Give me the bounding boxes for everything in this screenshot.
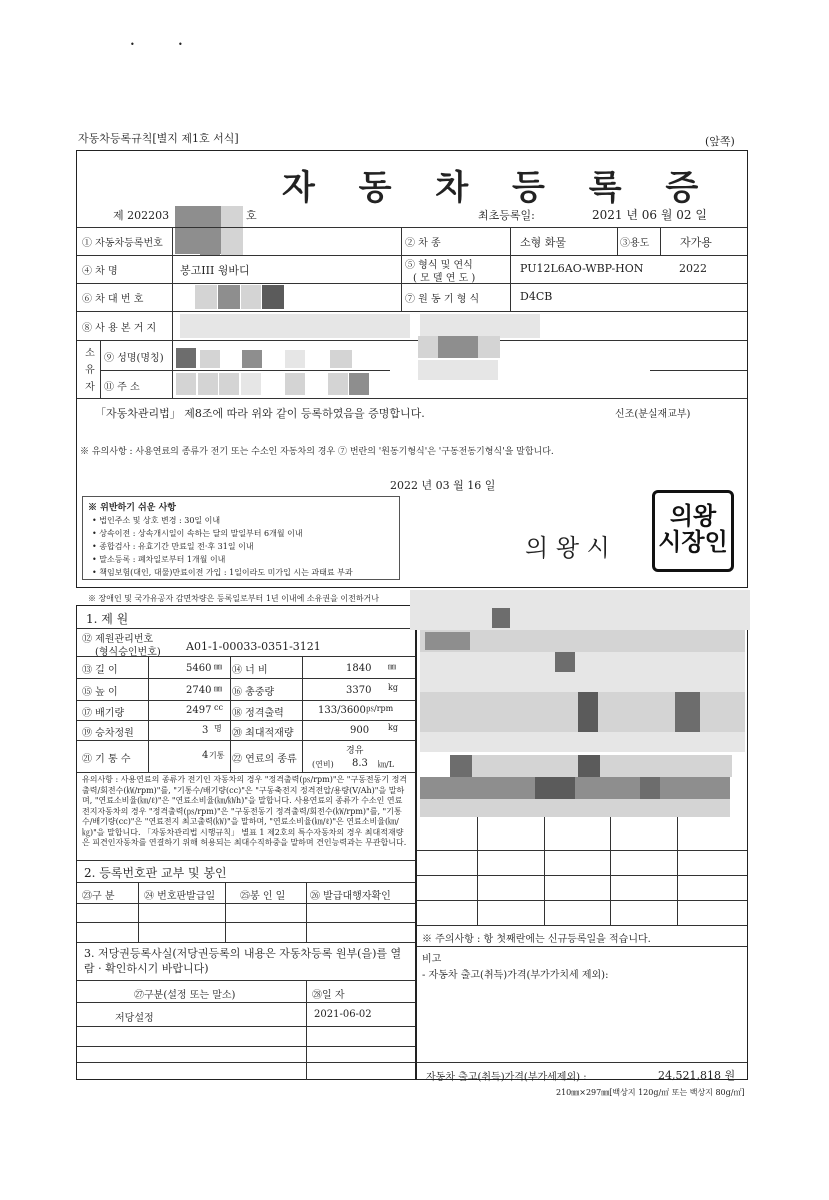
plate-section-title: 2. 등록번호판 교부 및 봉인 [84, 866, 227, 880]
reg-number-label: ① 자동차등록번호 [82, 238, 163, 249]
width-label: ⑭ 너 비 [232, 665, 268, 676]
displacement-value: 2497 [186, 705, 212, 716]
model-year: 2022 [679, 262, 707, 275]
redacted-block [241, 285, 261, 309]
vehicle-type-value: 소형 화물 [520, 236, 567, 249]
unit-mm: ㎜ [388, 662, 396, 671]
model-label: ⑤ 형식 및 연식 [405, 260, 473, 271]
redacted-block [328, 373, 348, 395]
violation-item: • 말소등록 : 폐차일로부터 1개월 이내 [92, 555, 226, 564]
base-location-label: ⑧ 사 용 본 거 지 [82, 323, 157, 334]
form-reference: 자동차등록규칙[별지 제1호 서식] [78, 132, 239, 145]
first-registration-date: 2021 년 06 월 02 일 [592, 208, 707, 222]
unit-kml: ㎞/L [378, 760, 395, 769]
redacted-block [176, 348, 196, 368]
redacted-block [241, 373, 261, 395]
violation-item: • 상속이전 : 상속개시일이 속하는 달의 말일부터 6개월 이내 [92, 529, 303, 538]
issue-date: 2022 년 03 월 16 일 [390, 479, 496, 492]
redacted-block [675, 692, 700, 732]
redacted-block [492, 608, 510, 628]
redacted-block [555, 652, 575, 672]
usage-label: ③용도 [620, 238, 650, 249]
remarks-line: - 자동차 출고(취득)가격(부가가치세 제외): [422, 970, 609, 981]
redacted-block [535, 777, 575, 799]
first-registration-label: 최초등록일: [478, 209, 535, 222]
redacted-block [200, 228, 220, 255]
engine-type-value: D4CB [520, 290, 553, 303]
redacted-block [221, 228, 243, 255]
redacted-block [218, 285, 240, 309]
first-row-note: ※ 주의사항 : 항 첫째란에는 신규등록일을 적습니다. [422, 934, 651, 945]
unit-kg: kg [388, 723, 398, 732]
displacement-label: ⑰ 배기량 [82, 708, 125, 719]
height-value: 2740 [186, 685, 212, 696]
specs-title: 1. 제 원 [86, 612, 129, 626]
height-label: ⑮ 높 이 [82, 687, 118, 698]
unit-cylinder: 기통 [209, 751, 225, 760]
redacted-block [176, 373, 196, 395]
usage-value: 자가용 [680, 236, 712, 249]
redacted-block [640, 777, 660, 799]
cylinders-label: ㉑ 기 통 수 [82, 754, 131, 765]
unit-person: 명 [214, 724, 222, 733]
redacted-block [285, 373, 305, 395]
seating-label: ⑲ 승차정원 [82, 728, 134, 739]
owner-name-label: ⑨ 성명(명칭) [104, 353, 164, 364]
plate-col-issue-date: ㉔ 번호판발급일 [144, 891, 216, 902]
gross-weight-value: 3370 [346, 685, 372, 696]
redacted-block [450, 755, 472, 777]
violation-item: • 종합검사 : 유효기간 만료일 전·후 31일 이내 [92, 542, 254, 551]
redacted-block [262, 285, 284, 309]
cylinders-value: 4 [202, 750, 209, 761]
unit-kg: kg [388, 683, 398, 692]
lien-row-date: 2021-06-02 [314, 1009, 372, 1020]
seating-value: 3 [202, 725, 209, 736]
redacted-block [425, 632, 470, 650]
violation-item: • 법인주소 및 상호 변경 : 30일 이내 [92, 516, 221, 525]
redacted-block [219, 373, 239, 395]
redacted-block [195, 285, 217, 309]
gross-weight-label: ⑯ 총중량 [232, 687, 275, 698]
reissue-label: 신조(분실재교부) [615, 409, 691, 420]
price-value: 24,521,818 원 [658, 1069, 736, 1082]
redacted-block [472, 755, 732, 777]
redacted-block [420, 652, 745, 692]
lien-row-type: 저당설정 [115, 1013, 154, 1024]
fuel-eff-value: 8.3 [352, 758, 368, 769]
unit-mm: ㎜ [214, 684, 222, 693]
car-name-label: ④ 차 명 [82, 266, 118, 277]
price-label: 자동차 출고(취득)가격(부가세제외) : [426, 1072, 587, 1083]
unit-ps: ㎰/rpm [366, 704, 394, 713]
fuel-type-label: ㉒ 연료의 종류 [232, 754, 297, 765]
plate-col-type: ㉓구 분 [82, 891, 115, 902]
lien-section-title: 3. 저당권등록사실(저당권등록의 내용은 자동차등록 원부(을)를 열람 · 확인하시기 바랍니다) [84, 947, 402, 975]
redacted-block [330, 350, 352, 368]
redacted-block [198, 373, 218, 395]
length-value: 5460 [186, 663, 212, 674]
disabled-note: ※ 장애인 및 국가유공자 감면차량은 등록일로부터 1년 이내에 소유권을 이전하거나 [88, 594, 379, 603]
redacted-block [438, 336, 478, 358]
scan-dot: • [130, 40, 135, 49]
model-sub-label: ( 모 델 연 도 ) [413, 273, 476, 284]
issuer-name: 의 왕 시 [525, 534, 610, 562]
redacted-block [180, 314, 410, 338]
redacted-block [420, 732, 745, 752]
lien-col-date: ㉘일 자 [312, 990, 345, 1001]
registration-number-suffix: 호 [246, 209, 257, 222]
fuel-note: ※ 유의사항 : 사용연료의 종류가 전기 또는 수소인 자동차의 경우 ⑦ 번란의 '원동기형식'은 '구동전동기형식'을 말합니다. [80, 447, 554, 457]
redacted-block [200, 350, 220, 368]
fuel-eff-label: (연비) [312, 760, 334, 769]
redacted-block [420, 314, 540, 338]
redacted-block [420, 777, 730, 799]
owner-address-label: ⑪ 주 소 [104, 382, 140, 393]
official-seal [652, 490, 734, 572]
spec-id-label: ⑫ 제원관리번호 [82, 634, 154, 645]
redacted-block [420, 799, 730, 817]
redacted-block [418, 360, 498, 380]
spec-id-sub-label: (형식승인번호) [95, 647, 161, 658]
document-title: 자 동 차 등 록 증 [282, 168, 715, 208]
length-label: ⑬ 길 이 [82, 665, 118, 676]
width-value: 1840 [346, 663, 372, 674]
redacted-block [349, 373, 369, 395]
page-side-label: (앞쪽) [705, 135, 735, 148]
vehicle-type-label: ② 차 종 [405, 238, 441, 249]
redacted-block [478, 336, 500, 358]
paper-spec: 210㎜×297㎜[백상지 120g/㎡ 또는 백상지 80g/㎡] [556, 1088, 745, 1097]
registration-number-prefix: 제 202203 [113, 209, 170, 222]
unit-cc: cc [214, 703, 223, 712]
rated-output-label: ⑱ 정격출력 [232, 708, 284, 719]
seal-line-2: 시장인 [658, 528, 728, 556]
violations-title: ※ 위반하기 쉬운 사항 [88, 503, 176, 513]
rated-output-value: 133/3600 [318, 705, 366, 716]
unit-mm: ㎜ [214, 662, 222, 671]
violation-item: • 책임보험(대인, 대물)만료이전 가입 : 1일이라도 미가입 시는 과태료 부과 [92, 568, 353, 577]
scan-dot: • [178, 40, 183, 49]
plate-col-seal-date: ㉕봉 인 일 [240, 891, 286, 902]
redacted-block [242, 350, 262, 368]
model-value: PU12L6AO-WBP-HON [520, 262, 644, 275]
redacted-block [285, 350, 305, 368]
plate-col-agent: ㉖ 발급대행자확인 [310, 891, 391, 902]
certification-statement: 「자동차관리법」 제8조에 따라 위와 같이 등록하였음을 증명합니다. [95, 407, 425, 420]
vin-label: ⑥ 차 대 번 호 [82, 294, 144, 305]
fuel-type-value: 경유 [346, 746, 364, 756]
car-name-value: 봉고III 윙바디 [180, 264, 250, 277]
spec-id-value: A01-1-00033-0351-3121 [186, 640, 321, 653]
redacted-block [578, 692, 598, 732]
redacted-block [410, 590, 750, 630]
specs-note: 유의사항 : 사용연료의 종류가 전기인 자동차의 경우 "정격출력(㎰/rpm)"은 "구동전동기 정격출력/회전수(㎾/rpm)"를, "기통수/배기량(cc)"은 "구동축전지 정격전압/용량(V/Ah)"을 말하며, "연료소비율(㎞/ℓ)"은 "연료소비율(㎞/㎾h)"을 말합니다. 사용연료의 종류가 수소인 연료전지자동차의 경우 "정격출력(㎰/rpm)"은 "구동전동기 정격출력/회전수(㎾/rpm)"를, "기통수/배기량(cc)"은 "연료전지 최고출력(㎾)"을 말하며, "연료소비율(㎞/ℓ)"은 연료소비율(㎞/㎏)"을 말합니다. 「자동차관리법 시행규칙」 별표 1 제2호의 특수자동차의 경우 최대적재량은 피견인자동차를 연결하기 위해 허용되는 최대수직하중을 말하며 견인능력과는 무관합니다. [82, 775, 408, 847]
lien-col-type: ㉗구분(설정 또는 말소) [134, 990, 236, 1001]
redacted-block [418, 336, 438, 358]
redacted-block [578, 755, 600, 777]
owner-side-label: 소 유 자 [85, 348, 95, 393]
remarks-title: 비고 [422, 954, 442, 965]
max-load-value: 900 [350, 725, 370, 736]
seal-line-1: 의왕 [669, 502, 717, 530]
engine-type-label: ⑦ 원 동 기 형 식 [405, 294, 480, 305]
max-load-label: ⑳ 최대적재량 [232, 728, 294, 739]
